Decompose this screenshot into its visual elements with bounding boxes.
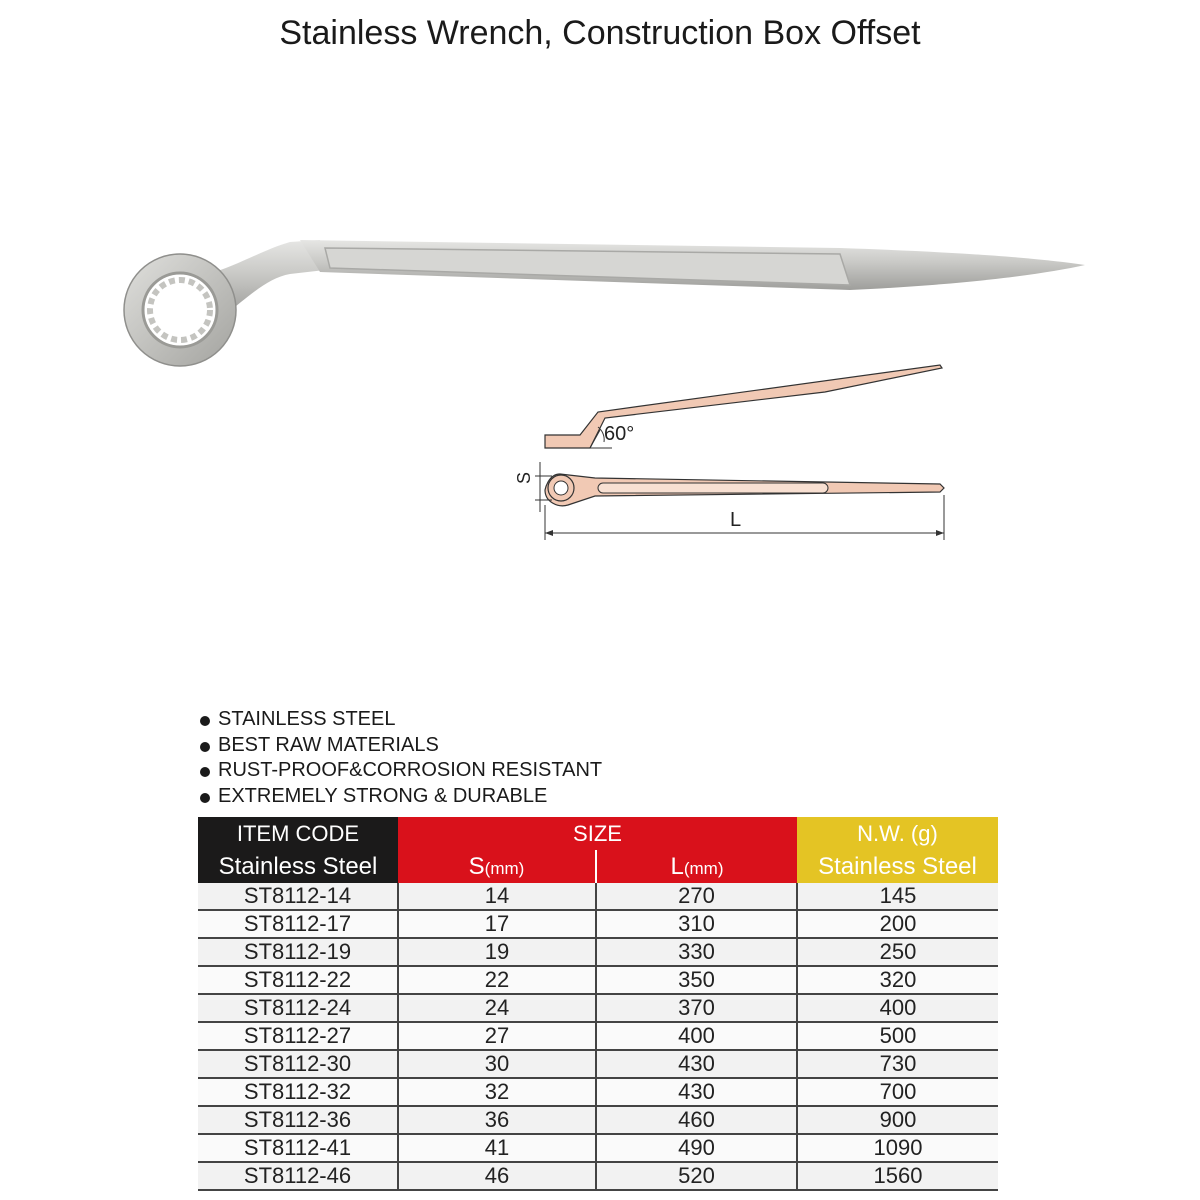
subheader-material: Stainless Steel	[198, 850, 398, 883]
table-row	[198, 1078, 998, 1106]
table-subheader-row	[198, 850, 998, 883]
weight-cell: 200	[797, 910, 998, 938]
weight-cell: 730	[797, 1050, 998, 1078]
header-net-weight: N.W. (g)	[797, 817, 998, 850]
s-cell: 32	[398, 1078, 596, 1106]
s-cell: 41	[398, 1134, 596, 1162]
subheader-l: L(mm)	[596, 850, 797, 883]
s-cell: 36	[398, 1106, 596, 1134]
table-row	[198, 966, 998, 994]
weight-cell: 320	[797, 966, 998, 994]
weight-cell: 145	[797, 883, 998, 910]
l-cell: 520	[596, 1162, 797, 1190]
l-cell: 310	[596, 910, 797, 938]
s-cell: 30	[398, 1050, 596, 1078]
feature-item: EXTREMELY STRONG & DURABLE	[200, 784, 602, 810]
weight-cell: 1090	[797, 1134, 998, 1162]
l-dimension-label: L	[730, 509, 742, 531]
item-code-cell: ST8112-27	[198, 1022, 398, 1050]
l-cell: 350	[596, 966, 797, 994]
l-cell: 430	[596, 1078, 797, 1106]
subheader-nw-material: Stainless Steel	[797, 850, 998, 883]
table-row	[198, 938, 998, 966]
weight-cell: 1560	[797, 1162, 998, 1190]
l-cell: 370	[596, 994, 797, 1022]
table-row	[198, 1106, 998, 1134]
table-header-row	[198, 817, 998, 850]
weight-cell: 400	[797, 994, 998, 1022]
feature-item: BEST RAW MATERIALS	[200, 733, 602, 759]
spec-table	[198, 817, 998, 1191]
feature-list	[200, 707, 602, 809]
table-row	[198, 1022, 998, 1050]
l-cell: 400	[596, 1022, 797, 1050]
header-item-code: ITEM CODE	[198, 817, 398, 850]
l-cell: 270	[596, 883, 797, 910]
table-row	[198, 1134, 998, 1162]
item-code-cell: ST8112-17	[198, 910, 398, 938]
item-code-cell: ST8112-24	[198, 994, 398, 1022]
weight-cell: 900	[797, 1106, 998, 1134]
item-code-cell: ST8112-41	[198, 1134, 398, 1162]
table-row	[198, 1050, 998, 1078]
table-row	[198, 994, 998, 1022]
s-cell: 27	[398, 1022, 596, 1050]
page-title: Stainless Wrench, Construction Box Offset	[279, 14, 921, 52]
l-cell: 330	[596, 938, 797, 966]
s-cell: 17	[398, 910, 596, 938]
item-code-cell: ST8112-46	[198, 1162, 398, 1190]
item-code-cell: ST8112-32	[198, 1078, 398, 1106]
header-size: SIZE	[398, 817, 797, 850]
subheader-s: S(mm)	[398, 850, 596, 883]
feature-item: STAINLESS STEEL	[200, 707, 602, 733]
s-cell: 19	[398, 938, 596, 966]
table-row	[198, 910, 998, 938]
feature-item: RUST-PROOF&CORROSION RESISTANT	[200, 758, 602, 784]
weight-cell: 500	[797, 1022, 998, 1050]
angle-label: 60°	[604, 423, 635, 445]
dimension-diagram	[500, 350, 980, 550]
s-cell: 14	[398, 883, 596, 910]
l-cell: 460	[596, 1106, 797, 1134]
table-row	[198, 1162, 998, 1190]
s-cell: 22	[398, 966, 596, 994]
weight-cell: 250	[797, 938, 998, 966]
item-code-cell: ST8112-30	[198, 1050, 398, 1078]
item-code-cell: ST8112-19	[198, 938, 398, 966]
weight-cell: 700	[797, 1078, 998, 1106]
l-cell: 490	[596, 1134, 797, 1162]
s-dimension-label: S	[514, 471, 534, 484]
item-code-cell: ST8112-36	[198, 1106, 398, 1134]
l-cell: 430	[596, 1050, 797, 1078]
s-cell: 24	[398, 994, 596, 1022]
item-code-cell: ST8112-22	[198, 966, 398, 994]
table-row	[198, 883, 998, 910]
item-code-cell: ST8112-14	[198, 883, 398, 910]
s-cell: 46	[398, 1162, 596, 1190]
